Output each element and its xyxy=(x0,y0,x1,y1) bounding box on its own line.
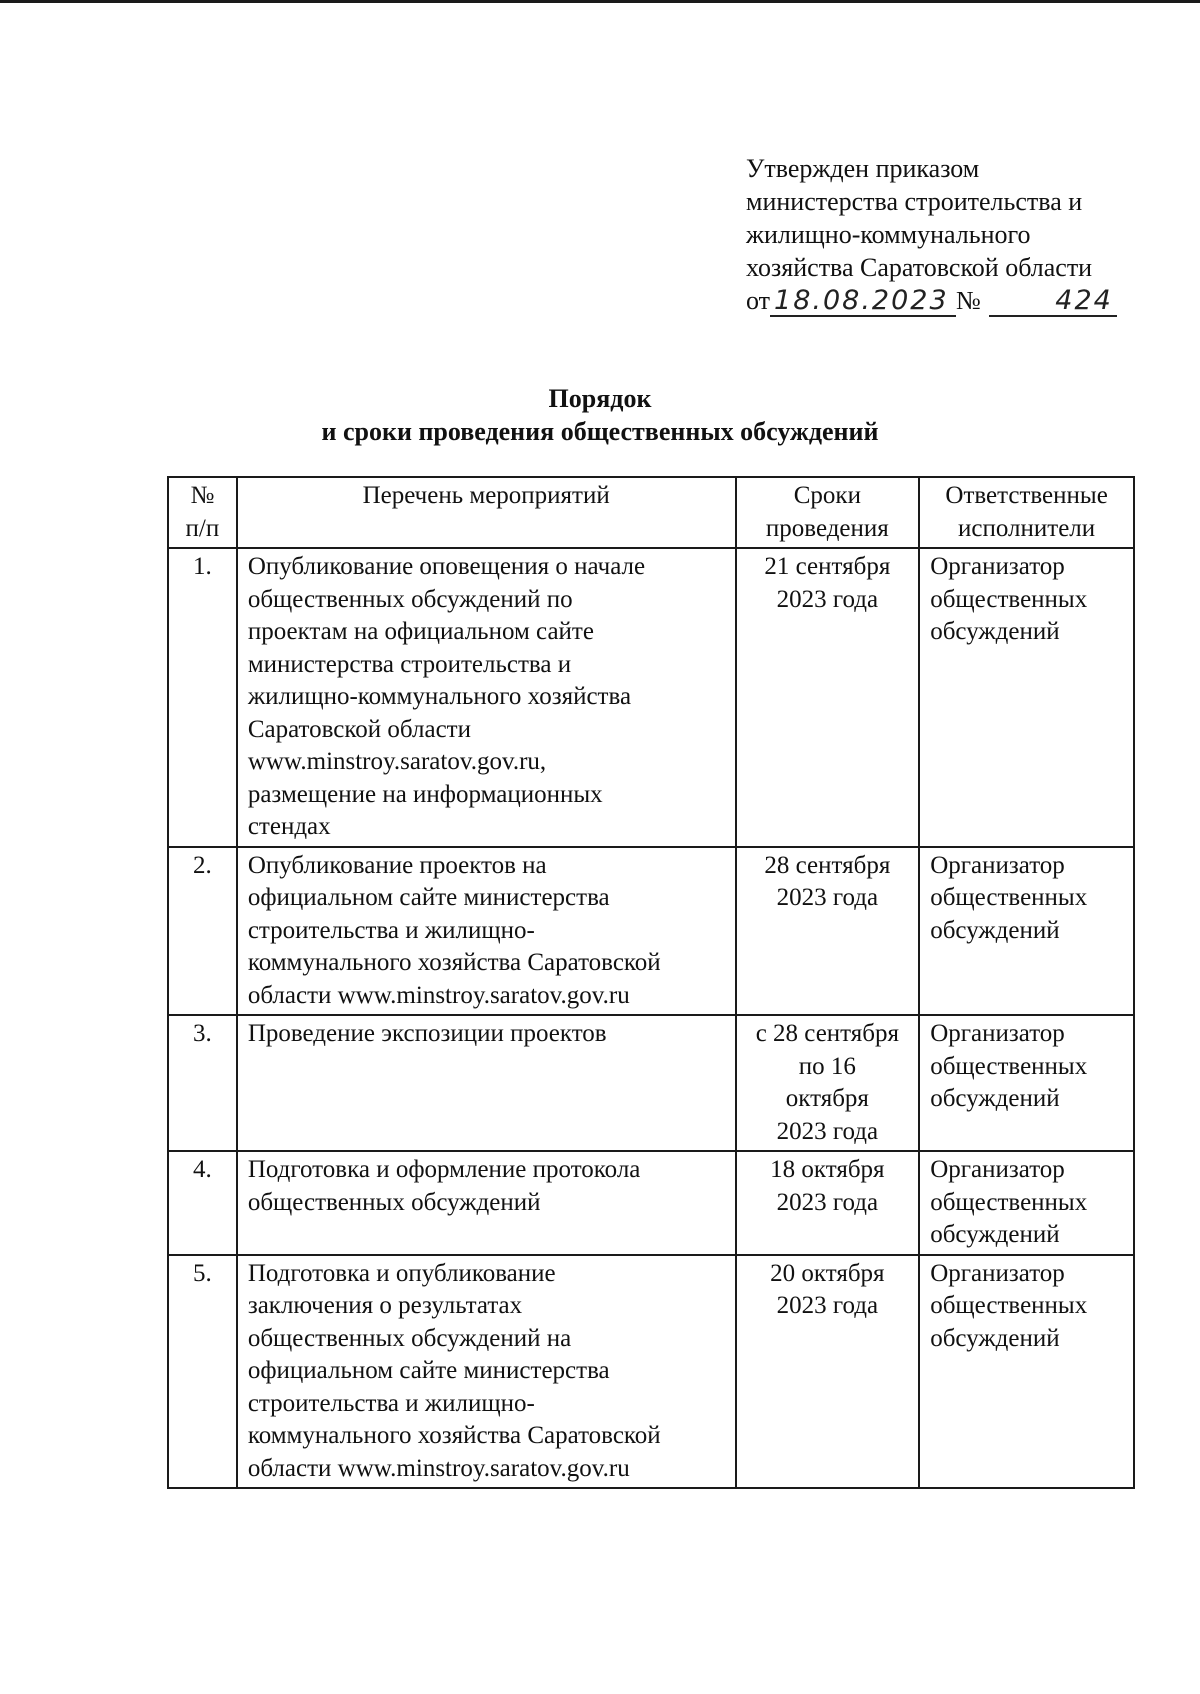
table-row xyxy=(168,548,1134,847)
cell-responsible-line: обсуждений xyxy=(930,1085,1060,1112)
approval-line: жилищно-коммунального xyxy=(746,220,1031,249)
cell-responsible-line: Организатор xyxy=(930,851,1065,879)
cell-responsible-line: обсуждений xyxy=(930,1221,1060,1248)
cell-activity-line: коммунального хозяйства Саратовской xyxy=(247,1422,661,1449)
cell-num-line: 4. xyxy=(193,1156,212,1183)
cell-responsible-line: общественных xyxy=(930,585,1088,613)
cell-responsible xyxy=(919,1151,1134,1255)
table-header-row xyxy=(168,477,1134,548)
header-activity: Перечень мероприятий xyxy=(237,477,736,548)
cell-activity-line: размещение на информационных xyxy=(247,780,603,808)
cell-terms xyxy=(736,548,920,847)
table-row xyxy=(168,1015,1134,1151)
cell-activity-line: жилищно-коммунального хозяйства xyxy=(247,683,632,710)
cell-responsible-line: обсуждений xyxy=(930,618,1060,645)
cell-num xyxy=(168,1151,237,1255)
cell-activity-line: Подготовка и опубликование xyxy=(247,1259,556,1287)
cell-terms xyxy=(736,1151,920,1255)
cell-activity-line: официальном сайте министерства xyxy=(247,1357,610,1384)
cell-responsible-line: Организатор xyxy=(930,553,1065,580)
cell-responsible-line: обсуждений xyxy=(930,916,1060,944)
cell-responsible xyxy=(919,1015,1134,1151)
header-responsible-line: исполнители xyxy=(958,514,1096,542)
header-responsible-line: Ответственные xyxy=(945,482,1108,509)
cell-responsible xyxy=(919,548,1134,847)
cell-num-line: 2. xyxy=(193,851,212,879)
cell-terms-line: 2023 года xyxy=(776,1117,879,1145)
approval-date-number-row xyxy=(746,284,1166,317)
cell-responsible-line: обсуждений xyxy=(930,1324,1060,1352)
cell-terms-line: 28 сентября xyxy=(764,851,891,879)
table-row xyxy=(168,847,1134,1016)
cell-responsible-line: общественных xyxy=(930,884,1088,911)
cell-activity-line: общественных обсуждений на xyxy=(247,1324,572,1352)
cell-responsible-line: Организатор xyxy=(930,1259,1065,1287)
cell-terms-line: 2023 года xyxy=(776,884,879,911)
cell-activity-line: строительства и жилищно- xyxy=(247,1389,535,1417)
approval-stamp xyxy=(746,152,1166,317)
cell-activity-line: области www.minstroy.saratov.gov.ru xyxy=(247,1454,630,1482)
cell-activity xyxy=(237,548,736,847)
handwritten-date: 18.08.2023 xyxy=(770,287,956,317)
cell-activity-line: коммунального хозяйства Саратовской xyxy=(247,949,661,976)
cell-terms-line: октября xyxy=(785,1085,869,1112)
cell-terms-line: с 28 сентября xyxy=(755,1020,899,1047)
cell-num xyxy=(168,1015,237,1151)
cell-terms xyxy=(736,1015,920,1151)
title-line-1: Порядок xyxy=(548,384,652,413)
table-body xyxy=(168,548,1134,1488)
cell-num xyxy=(168,1255,237,1489)
cell-activity-line: проектам на официальном сайте xyxy=(247,618,594,645)
cell-activity-line: Опубликование оповещения о начале xyxy=(247,553,646,580)
cell-terms-line: 20 октября xyxy=(770,1259,885,1287)
approval-line: хозяйства Саратовской области xyxy=(746,253,1093,282)
cell-responsible-line: Организатор xyxy=(930,1156,1065,1183)
cell-activity-line: заключения о результатах xyxy=(247,1292,523,1319)
cell-activity xyxy=(237,847,736,1016)
cell-num xyxy=(168,548,237,847)
handwritten-number: 424 xyxy=(989,287,1117,317)
cell-activity-line: www.minstroy.saratov.gov.ru, xyxy=(247,748,547,775)
title-line-2: и сроки проведения общественных обсуждений xyxy=(321,417,879,446)
cell-activity xyxy=(237,1015,736,1151)
cell-terms-line: 18 октября xyxy=(770,1156,885,1183)
cell-activity-line: министерства строительства и xyxy=(247,650,572,678)
document-title xyxy=(0,382,1200,448)
cell-num-line: 1. xyxy=(193,553,212,580)
page-top-border xyxy=(0,0,1200,3)
cell-responsible-line: общественных xyxy=(930,1292,1088,1319)
cell-terms-line: 2023 года xyxy=(776,585,879,613)
cell-activity xyxy=(237,1151,736,1255)
cell-activity-line: Саратовской области xyxy=(247,715,471,743)
cell-activity xyxy=(237,1255,736,1489)
cell-activity-line: общественных обсуждений xyxy=(247,1188,541,1216)
cell-responsible-line: Организатор xyxy=(930,1020,1065,1047)
cell-num-line: 3. xyxy=(193,1020,212,1047)
number-prefix: № xyxy=(956,286,981,315)
cell-terms-line: по 16 xyxy=(798,1052,856,1080)
approval-line: министерства строительства и xyxy=(746,187,1083,216)
cell-activity-line: Опубликование проектов на xyxy=(247,851,547,879)
cell-responsible xyxy=(919,1255,1134,1489)
cell-activity-line: Подготовка и оформление протокола xyxy=(247,1156,641,1183)
table-row xyxy=(168,1255,1134,1489)
cell-activity-line: стендах xyxy=(247,813,331,840)
cell-num xyxy=(168,847,237,1016)
cell-activity-line: общественных обсуждений по xyxy=(247,585,573,613)
cell-activity-line: официальном сайте министерства xyxy=(247,884,610,911)
cell-terms-line: 2023 года xyxy=(776,1188,879,1216)
cell-responsible-line: общественных xyxy=(930,1052,1088,1080)
cell-responsible xyxy=(919,847,1134,1016)
cell-terms-line: 2023 года xyxy=(776,1292,879,1319)
header-num xyxy=(168,477,237,548)
header-terms-line: проведения xyxy=(765,514,889,542)
cell-responsible-line: общественных xyxy=(930,1188,1088,1216)
cell-terms xyxy=(736,1255,920,1489)
header-responsible xyxy=(919,477,1134,548)
header-terms-line: Сроки xyxy=(793,482,861,509)
header-num-line: № xyxy=(190,482,215,509)
table-row xyxy=(168,1151,1134,1255)
schedule-table xyxy=(167,476,1135,1489)
cell-terms xyxy=(736,847,920,1016)
cell-activity-line: строительства и жилищно- xyxy=(247,916,535,944)
date-prefix: от xyxy=(746,286,771,315)
header-num-line: п/п xyxy=(185,514,220,542)
cell-activity-line: Проведение экспозиции проектов xyxy=(247,1020,607,1047)
header-terms xyxy=(736,477,920,548)
cell-activity-line: области www.minstroy.saratov.gov.ru xyxy=(247,981,630,1009)
cell-terms-line: 21 сентября xyxy=(764,553,891,580)
approval-line: Утвержден приказом xyxy=(746,154,980,183)
cell-num-line: 5. xyxy=(193,1259,212,1287)
